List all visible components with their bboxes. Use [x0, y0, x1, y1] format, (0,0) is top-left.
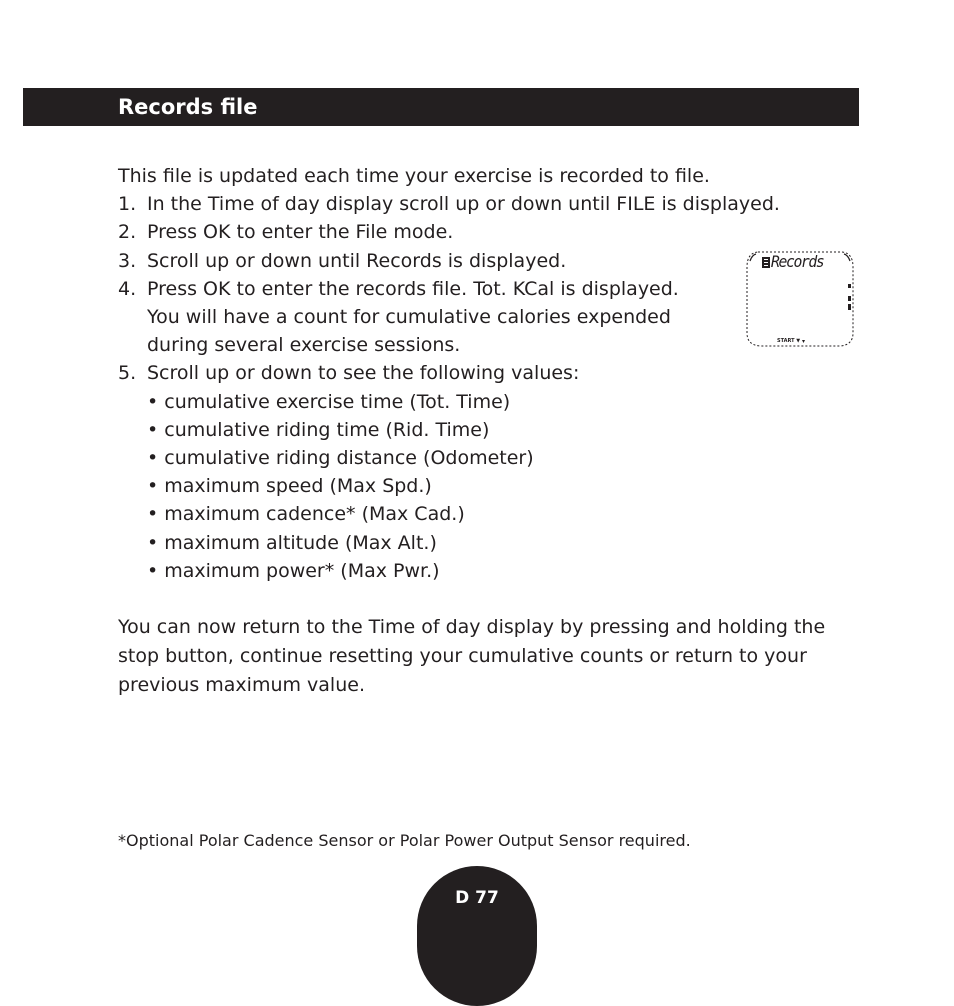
value-list-item: • cumulative riding distance (Odometer) [147, 447, 534, 469]
value-list-item: • maximum power* (Max Pwr.) [147, 560, 440, 582]
page-number: D 77 [455, 888, 499, 908]
display-screen-text: Records [771, 252, 824, 271]
step-number: 4. [118, 278, 137, 300]
step-text: Scroll up or down to see the following values: [147, 362, 580, 384]
value-list-item: • maximum cadence* (Max Cad.) [147, 503, 465, 525]
step-4 [118, 275, 679, 303]
intro-paragraph: This file is updated each time your exercise is recorded to file. [118, 165, 710, 187]
closing-line: previous maximum value. [118, 674, 365, 696]
step-text: In the Time of day display scroll up or down until FILE is displayed. [147, 193, 780, 215]
step-number: 3. [118, 250, 137, 272]
step-3 [118, 247, 566, 275]
value-list-item: • maximum altitude (Max Alt.) [147, 532, 437, 554]
start-soft-key-label: START ▼ [777, 338, 801, 344]
step-text: Press OK to enter the records file. Tot. KCal is displayed. [147, 278, 679, 300]
value-list-item: • cumulative riding time (Rid. Time) [147, 419, 490, 441]
file-icon [762, 257, 770, 268]
step-4-continuation: You will have a count for cumulative calories expended [147, 306, 671, 328]
step-text: Press OK to enter the File mode. [147, 221, 454, 243]
step-text: Scroll up or down until Records is displayed. [147, 250, 567, 272]
closing-line: stop button, continue resetting your cumulative counts or return to your [118, 645, 807, 667]
step-1 [118, 190, 780, 218]
step-5 [118, 359, 579, 387]
value-list-item: • maximum speed (Max Spd.) [147, 475, 432, 497]
section-title: Records file [118, 95, 258, 119]
page-number-tab [417, 866, 537, 1006]
step-number: 1. [118, 193, 137, 215]
section-header-bar [23, 88, 859, 126]
step-number: 5. [118, 362, 137, 384]
footnote: *Optional Polar Cadence Sensor or Polar Power Output Sensor required. [118, 831, 691, 850]
step-number: 2. [118, 221, 137, 243]
closing-line: You can now return to the Time of day display by pressing and holding the [118, 616, 826, 638]
step-2 [118, 218, 453, 246]
closing-paragraph [118, 613, 858, 700]
step-4-continuation: during several exercise sessions. [147, 334, 461, 356]
device-display-illustration [744, 249, 856, 349]
value-list-item: • cumulative exercise time (Tot. Time) [147, 391, 511, 413]
